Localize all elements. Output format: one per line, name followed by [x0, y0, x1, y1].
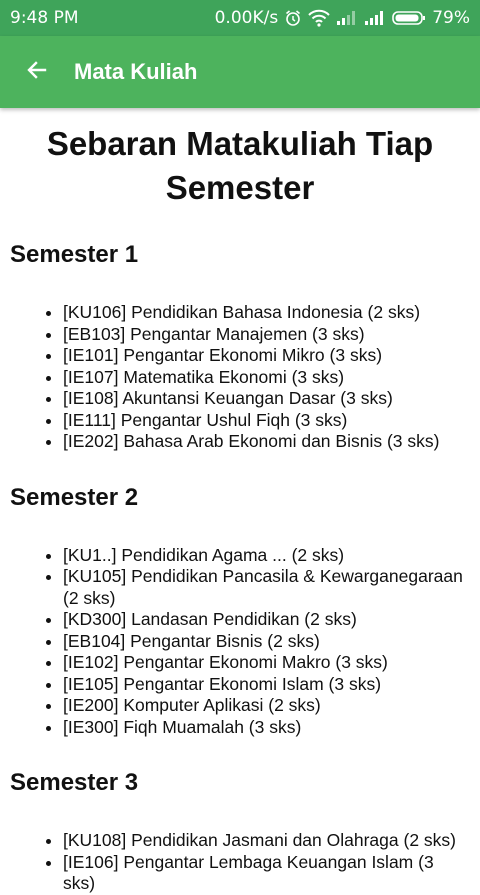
- course-list: [0, 545, 480, 739]
- semester-section: [0, 768, 480, 895]
- battery-icon: [392, 10, 426, 26]
- semester-section: [0, 240, 480, 453]
- signal-icon: [336, 10, 358, 26]
- course-item: • [IE107] Matematika Ekonomi (3 sks): [63, 367, 466, 389]
- app-bar-title: Mata Kuliah: [74, 59, 198, 84]
- status-icons: [215, 8, 470, 28]
- course-item: • [IE105] Pengantar Ekonomi Islam (3 sks): [63, 674, 466, 696]
- page-title: Sebaran Matakuliah Tiap Semester: [46, 125, 434, 206]
- status-bar: [0, 0, 480, 36]
- semester-heading: Semester 3: [10, 769, 139, 796]
- course-item: • [IE202] Bahasa Arab Ekonomi dan Bisnis (3 sks): [63, 431, 466, 453]
- course-item: • [KU108] Pendidikan Jasmani dan Olahraga (2 sks): [63, 830, 466, 852]
- semester-heading: Semester 2: [10, 483, 139, 511]
- course-item: • [EB103] Pengantar Manajemen (3 sks): [63, 324, 466, 346]
- course-item: • [EB104] Pengantar Bisnis (2 sks): [63, 631, 466, 653]
- course-item: • [KU105] Pendidikan Pancasila & Kewarganegaraan (2 sks): [63, 566, 466, 609]
- course-list: [0, 302, 480, 453]
- app-bar: [0, 36, 480, 108]
- semester-heading: Semester 1: [10, 241, 139, 268]
- course-item: • [KU1..] Pendidikan Agama ... (2 sks): [63, 545, 466, 567]
- back-button[interactable]: [0, 36, 74, 108]
- course-list: [0, 830, 480, 895]
- course-item: • [IE200] Komputer Aplikasi (2 sks): [63, 695, 466, 717]
- signal-icon-2: [364, 10, 386, 26]
- net-speed: 0.00K/s: [214, 8, 279, 28]
- course-item: • [IE300] Fiqh Muamalah (3 sks): [63, 717, 466, 739]
- course-item: • [KU106] Pendidikan Bahasa Indonesia (2 sks): [63, 302, 466, 324]
- course-item: • [IE101] Pengantar Ekonomi Mikro (3 sks): [63, 345, 466, 367]
- course-item: • [KD300] Landasan Pendidikan (2 sks): [63, 609, 466, 631]
- arrow-left-icon: [25, 58, 49, 86]
- content-area[interactable]: [0, 108, 480, 893]
- course-item: • [IE111] Pengantar Ushul Fiqh (3 sks): [63, 410, 466, 432]
- semester-section: [0, 483, 480, 739]
- alarm-clock-icon: [284, 9, 302, 27]
- battery-percent: 79%: [432, 8, 470, 28]
- course-item: • [IE108] Akuntansi Keuangan Dasar (3 sks): [63, 388, 466, 410]
- status-time: 9:48 PM: [10, 8, 79, 28]
- course-item: • [IE106] Pengantar Lembaga Keuangan Islam (3 sks): [63, 852, 466, 895]
- wifi-icon: [308, 9, 330, 27]
- course-item: • [IE102] Pengantar Ekonomi Makro (3 sks): [63, 652, 466, 674]
